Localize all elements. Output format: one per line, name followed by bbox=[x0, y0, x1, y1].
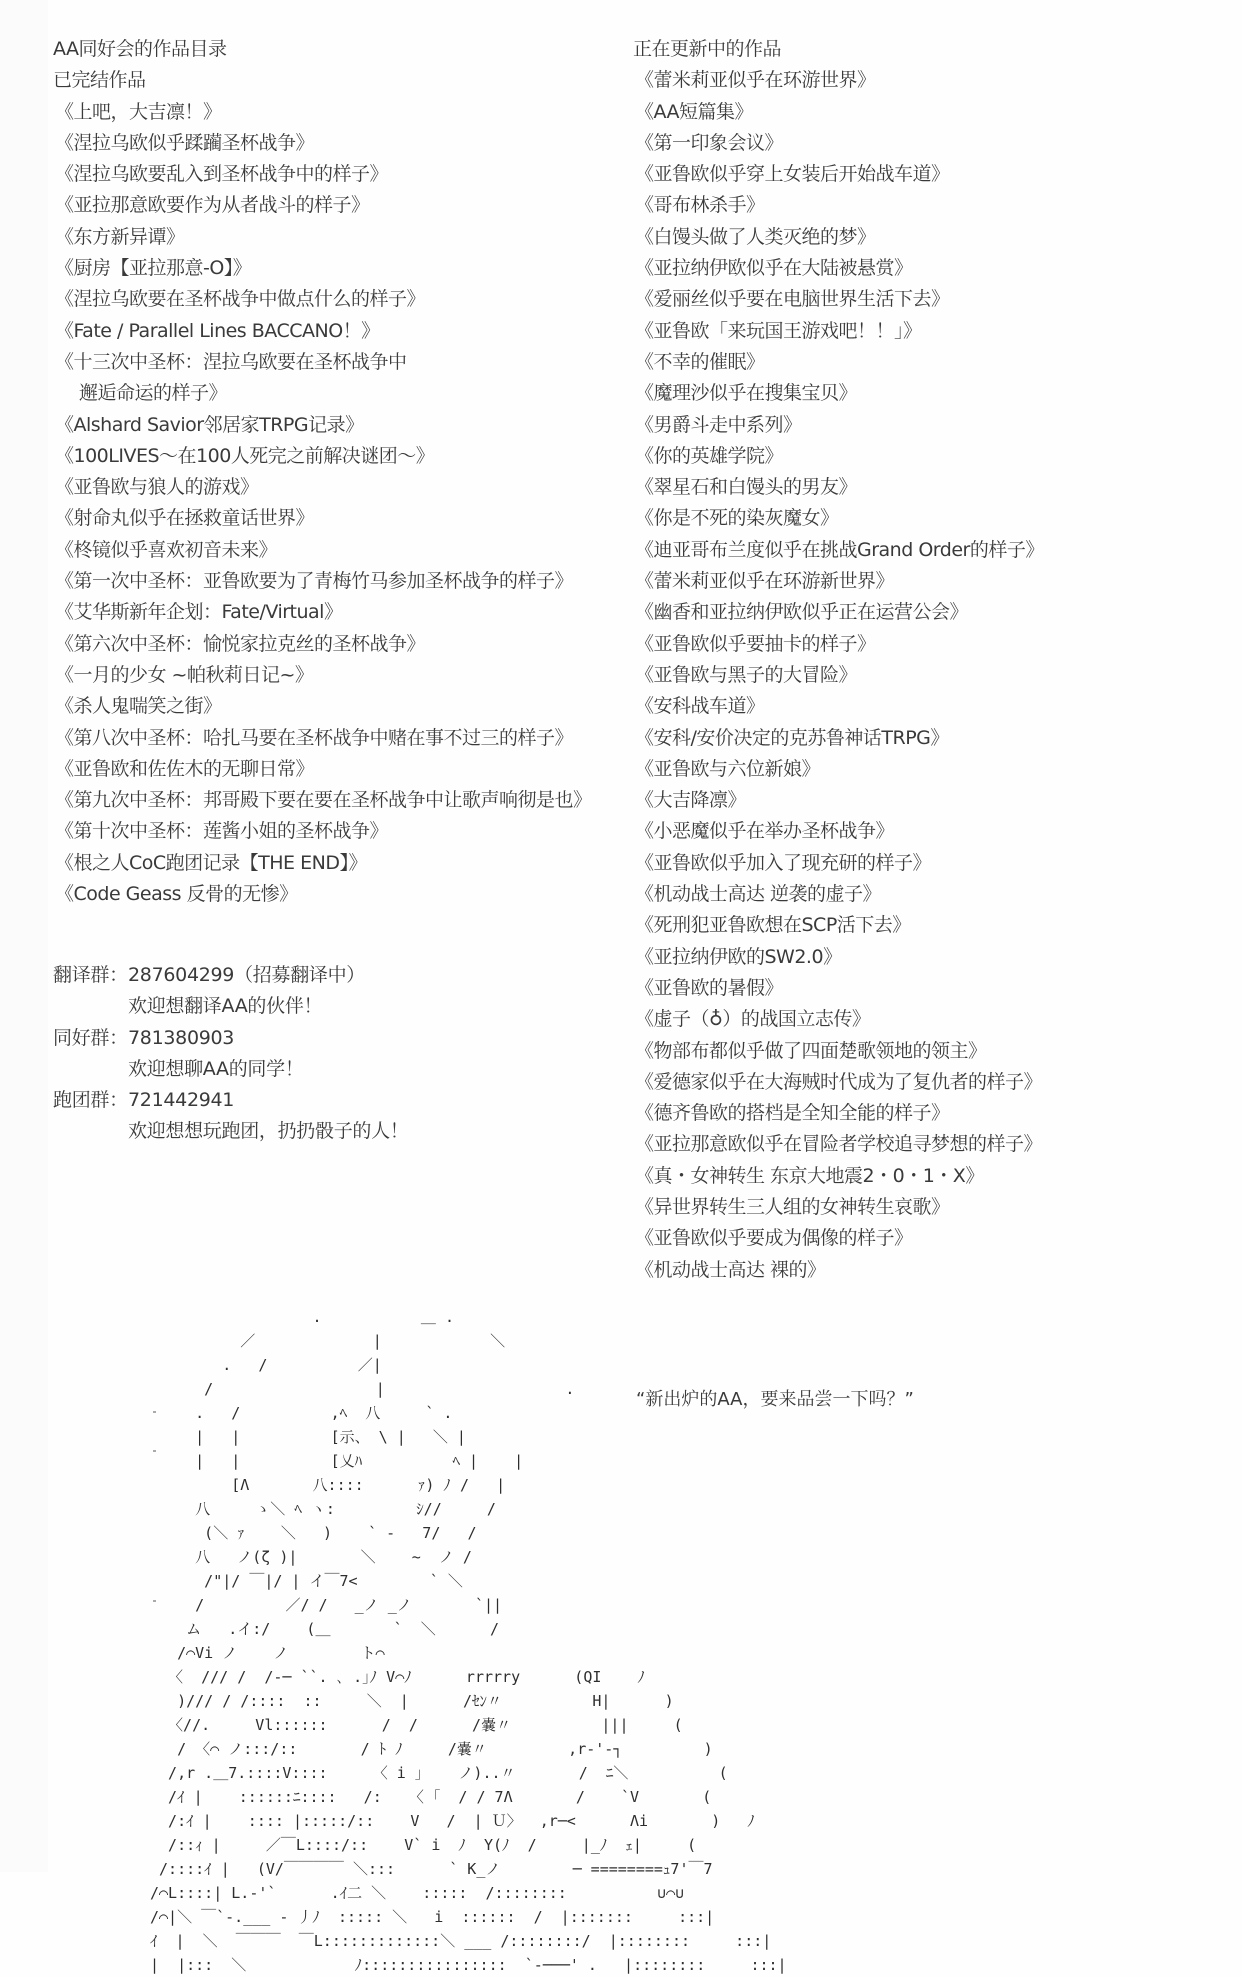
completed-work-item: 《厨房【亚拉那意-O】》 bbox=[55, 257, 252, 280]
group-number: 287604299（招募翻译中） bbox=[128, 964, 365, 986]
ongoing-work-item: 《你是不死的染灰魔女》 bbox=[635, 507, 839, 530]
ascii-art-line: /⌒|＼ ￣`‐.___ ‐ 丿ﾉ ::::: ＼ i :::::: / |::::::: :::| bbox=[150, 1908, 715, 1926]
ongoing-work-item: 《蕾米莉亚似乎在环游世界》 bbox=[635, 69, 876, 92]
page-margin bbox=[0, 0, 48, 1872]
ascii-art-line: | | [乂ﾊ ﾍ | | bbox=[150, 1452, 524, 1470]
completed-work-item: 《亚鲁欧和佐佐木的无聊日常》 bbox=[55, 757, 315, 780]
completed-work-item: 《Code Geass 反骨的无惨》 bbox=[55, 883, 298, 906]
ongoing-work-item: 《蕾米莉亚似乎在环游新世界》 bbox=[635, 570, 895, 593]
ascii-art-line: 八 ゝ＼ ﾍ ヽ: ｼ// / bbox=[150, 1500, 496, 1518]
ongoing-work-item: 《安科/安价决定的克苏鲁神话TRPG》 bbox=[635, 726, 949, 749]
group-description: 欢迎想翻译AA的伙伴！ bbox=[128, 995, 323, 1018]
completed-work-item: 《Alshard Savior邻居家TRPG记录》 bbox=[55, 413, 364, 436]
completed-work-item: 《第十次中圣杯：莲酱小姐的圣杯战争》 bbox=[55, 820, 389, 843]
completed-work-item: 《根之人CoC跑团记录【THE END】》 bbox=[55, 851, 367, 874]
completed-work-item: 《Fate / Parallel Lines BACCANO！》 bbox=[55, 319, 380, 342]
completed-work-item: 《第九次中圣杯：邦哥殿下要在要在圣杯战争中让歌声响彻是也》 bbox=[55, 789, 592, 812]
completed-work-item-continued: 邂逅命运的样子》 bbox=[79, 382, 228, 405]
completed-work-item: 《涅拉乌欧要在圣杯战争中做点什么的样子》 bbox=[55, 288, 426, 311]
completed-work-item: 《射命丸似乎在拯救童话世界》 bbox=[55, 507, 315, 530]
ongoing-work-item: 《白馒头做了人类灭绝的梦》 bbox=[635, 225, 876, 248]
ongoing-work-item: 《爱丽丝似乎要在电脑世界生活下去》 bbox=[635, 288, 950, 311]
completed-heading: 已完结作品 bbox=[53, 69, 146, 92]
ascii-art-line: 〈 /// / /‐─ ``. ､ .｣ﾉ V⌒ﾉ rrrrry (QI ﾉ bbox=[150, 1668, 646, 1686]
ascii-art-line: . ＿ . bbox=[150, 1308, 454, 1326]
ongoing-work-item: 《亚拉纳伊欧的SW2.0》 bbox=[635, 945, 842, 968]
group-row-translation bbox=[53, 960, 409, 991]
ascii-art-line: / 〈⌒ ノ:::/:: / ﾄ ﾉ /嚢〃 ,r‐'‐┐ ) bbox=[150, 1740, 713, 1758]
group-description: 欢迎想聊AA的同学！ bbox=[128, 1057, 304, 1080]
group-number: 721442941 bbox=[128, 1089, 235, 1112]
ascii-art-line: | | [示、 \ | ＼ | bbox=[150, 1428, 466, 1446]
completed-work-item: 《一月的少女 ~帕秋莉日记~》 bbox=[55, 663, 314, 686]
ascii-art-line: . / ,ﾍ 八 ` . bbox=[150, 1404, 453, 1422]
ongoing-work-item: 《亚鲁欧与黑子的大冒险》 bbox=[635, 663, 858, 686]
completed-work-item: 《东方新异谭》 bbox=[55, 225, 185, 248]
contact-groups bbox=[53, 960, 409, 1148]
ongoing-work-item: 《亚鲁欧似乎要成为偶像的样子》 bbox=[635, 1227, 913, 1250]
ongoing-work-item: 《机动战士高达 逆袭的虚子》 bbox=[635, 883, 882, 906]
ongoing-work-item: 《亚鲁欧似乎要抽卡的样子》 bbox=[635, 632, 876, 655]
ongoing-works-column bbox=[633, 34, 1044, 1286]
completed-work-item: 《涅拉乌欧似乎蹂躏圣杯战争》 bbox=[55, 131, 315, 154]
ongoing-work-item: 《物部布都似乎做了四面楚歌领地的领主》 bbox=[635, 1039, 987, 1062]
ascii-art-line: . / ／| bbox=[150, 1356, 382, 1374]
ascii-art-illustration bbox=[150, 1305, 787, 1977]
ongoing-work-item: 《亚拉那意欧似乎在冒险者学校追寻梦想的样子》 bbox=[635, 1133, 1043, 1156]
ongoing-work-item: 《第一印象会议》 bbox=[635, 131, 784, 154]
ongoing-work-item: 《魔理沙似乎在搜集宝贝》 bbox=[635, 382, 858, 405]
completed-work-item: 《柊镜似乎喜欢初音未来》 bbox=[55, 538, 278, 561]
group-label: 翻译群： bbox=[53, 964, 128, 986]
ascii-art-line: /::ｨ | ／￣L::::/:: V` i ﾉ Y(ﾉ / |_ﾉ ｪ| ( bbox=[150, 1836, 697, 1854]
group-number: 781380903 bbox=[128, 1026, 235, 1049]
ascii-art-line: (＼ ｧ ＼ ) ` ‐ 7/ / bbox=[150, 1524, 477, 1542]
ongoing-work-item: 《亚鲁欧与六位新娘》 bbox=[635, 757, 821, 780]
completed-work-item: 《亚鲁欧与狼人的游戏》 bbox=[55, 476, 259, 499]
completed-work-item: 《第八次中圣杯：哈扎马要在圣杯战争中赌在事不过三的样子》 bbox=[55, 726, 574, 749]
ongoing-work-item: 《男爵斗走中系列》 bbox=[635, 413, 802, 436]
ongoing-work-item: 《大吉降凛》 bbox=[635, 789, 747, 812]
ongoing-work-item: 《死刑犯亚鲁欧想在SCP活下去》 bbox=[635, 914, 911, 937]
ongoing-work-item: 《翠星石和白馒头的男友》 bbox=[635, 476, 858, 499]
ongoing-work-item: 《亚鲁欧似乎加入了现充研的样子》 bbox=[635, 851, 932, 874]
completed-work-item: 《上吧，大吉凛！》 bbox=[55, 100, 222, 123]
ongoing-works-list bbox=[633, 65, 1044, 1286]
ongoing-work-item: 《异世界转生三人组的女神转生哀歌》 bbox=[635, 1195, 950, 1218]
completed-work-item: 《第六次中圣杯：愉悦家拉克丝的圣杯战争》 bbox=[55, 632, 426, 655]
ascii-art-line: [Λ 八:::: ｧ) ﾉ / | bbox=[150, 1476, 506, 1494]
ongoing-work-item: 《爱德家似乎在大海贼时代成为了复仇者的样子》 bbox=[635, 1070, 1043, 1093]
completed-work-item: 《杀人鬼喘笑之街》 bbox=[55, 695, 222, 718]
ascii-art-line: /,r .＿7.::::V:::: 〈 i ｣ ノ)..〃 / ﾆ＼ ( bbox=[150, 1764, 728, 1782]
ascii-art-line: 八 ノ(ζ )| ＼ ~ ノ / bbox=[150, 1548, 472, 1566]
ascii-art-line: /⌒Vi ノ ノ ト⌒ bbox=[150, 1644, 385, 1662]
ascii-art-line: / | . bbox=[150, 1380, 575, 1398]
ongoing-work-item: 《AA短篇集》 bbox=[635, 100, 754, 123]
ongoing-work-item: 《迪亚哥布兰度似乎在挑战Grand Order的样子》 bbox=[635, 538, 1044, 561]
ascii-art-line: ｲ | ＼ ￣￣￣ ￣L:::::::::::::＼ ___ /::::::::/ |:::::::: :::| bbox=[150, 1932, 772, 1950]
completed-work-item: 《涅拉乌欧要乱入到圣杯战争中的样子》 bbox=[55, 163, 389, 186]
ascii-art-line: /::::ｲ | (V/￣￣￣￣ ＼::: ` K_ノ ─ ========ｭ7'￣7 bbox=[150, 1860, 713, 1878]
ascii-art-line: 〈//. Vl:::::: / / /嚢〃 ||| ( bbox=[150, 1716, 683, 1734]
ongoing-work-item: 《亚鲁欧的暑假》 bbox=[635, 976, 784, 999]
completed-work-item: 《100LIVES～在100人死完之前解决谜团～》 bbox=[55, 444, 435, 467]
completed-work-item: 《第一次中圣杯：亚鲁欧要为了青梅竹马参加圣杯战争的样子》 bbox=[55, 570, 574, 593]
catalog-title: AA同好会的作品目录 bbox=[53, 38, 227, 60]
group-label: 同好群： bbox=[53, 1026, 128, 1049]
ongoing-work-item: 《虚子（♁）的战国立志传》 bbox=[635, 1008, 871, 1031]
ascii-art-line: | |::: ＼ ﾉ:::::::::::::::: `‐───' . |:::::::: :::| bbox=[150, 1956, 787, 1974]
ongoing-work-item: 《亚鲁欧似乎穿上女装后开始战车道》 bbox=[635, 163, 950, 186]
ongoing-work-item: 《小恶魔似乎在举办圣杯战争》 bbox=[635, 820, 895, 843]
completed-work-item: 《十三次中圣杯：涅拉乌欧要在圣杯战争中 bbox=[55, 350, 407, 373]
ongoing-work-item: 《机动战士高达 裸的》 bbox=[635, 1258, 826, 1281]
ongoing-work-item: 《安科战车道》 bbox=[635, 695, 765, 718]
ongoing-work-item: 《亚拉纳伊欧似乎在大陆被悬赏》 bbox=[635, 257, 913, 280]
completed-works-column bbox=[53, 34, 592, 910]
ascii-art-line: /:ｲ | :::: |:::::/:: V / | Ｕ〉 ,r─< Λi ) ﾉ bbox=[150, 1812, 755, 1830]
ascii-art-line: /ｲ | ::::::ﾆ:::: /: 〈 ｢ / / 7Λ / `V ( bbox=[150, 1788, 712, 1806]
completed-work-item: 《艾华斯新年企划：Fate/Virtual》 bbox=[55, 601, 343, 624]
completed-work-item: 《亚拉那意欧要作为从者战斗的样子》 bbox=[55, 194, 370, 217]
group-description: 欢迎想想玩跑团，扔扔骰子的人！ bbox=[128, 1120, 409, 1143]
ongoing-work-item: 《哥布林杀手》 bbox=[635, 194, 765, 217]
ascii-art-line: /"|/ ￣|/ | イ￣7< ` ＼ bbox=[150, 1572, 463, 1590]
ascii-art-line: /⌒L::::| L.‐'` .ｲ二 ＼ ::::: /:::::::: ∪⌒∪ bbox=[150, 1884, 685, 1902]
ongoing-work-item: 《你的英雄学院》 bbox=[635, 444, 784, 467]
ongoing-heading: 正在更新中的作品 bbox=[633, 38, 782, 60]
ongoing-work-item: 《真・女神转生 东京大地震2・0・1・X》 bbox=[635, 1164, 984, 1187]
ascii-art-line: / ／/ / _ノ _ノ `|| bbox=[150, 1596, 503, 1614]
ongoing-work-item: 《德齐鲁欧的搭档是全知全能的样子》 bbox=[635, 1102, 950, 1125]
completed-works-list bbox=[53, 97, 592, 911]
ascii-art-line: ／ | ＼ bbox=[150, 1332, 506, 1350]
ongoing-work-item: 《幽香和亚拉纳伊欧似乎正在运营公会》 bbox=[635, 601, 969, 624]
ascii-art-line: )/// / /:::: :: ＼ | /ｾﾝ〃 H| ) bbox=[150, 1692, 674, 1710]
group-row-fans bbox=[53, 1023, 409, 1054]
ascii-art-line: ム .イ:/ (＿ ` ＼ / bbox=[150, 1620, 499, 1638]
group-label: 跑团群： bbox=[53, 1089, 128, 1112]
ongoing-work-item: 《不幸的催眠》 bbox=[635, 350, 765, 373]
ongoing-work-item: 《亚鲁欧「来玩国王游戏吧！！」》 bbox=[635, 319, 922, 342]
group-row-trpg bbox=[53, 1085, 409, 1116]
ascii-art-caption: “新出炉的AA，要来品尝一下吗？” bbox=[636, 1389, 914, 1410]
